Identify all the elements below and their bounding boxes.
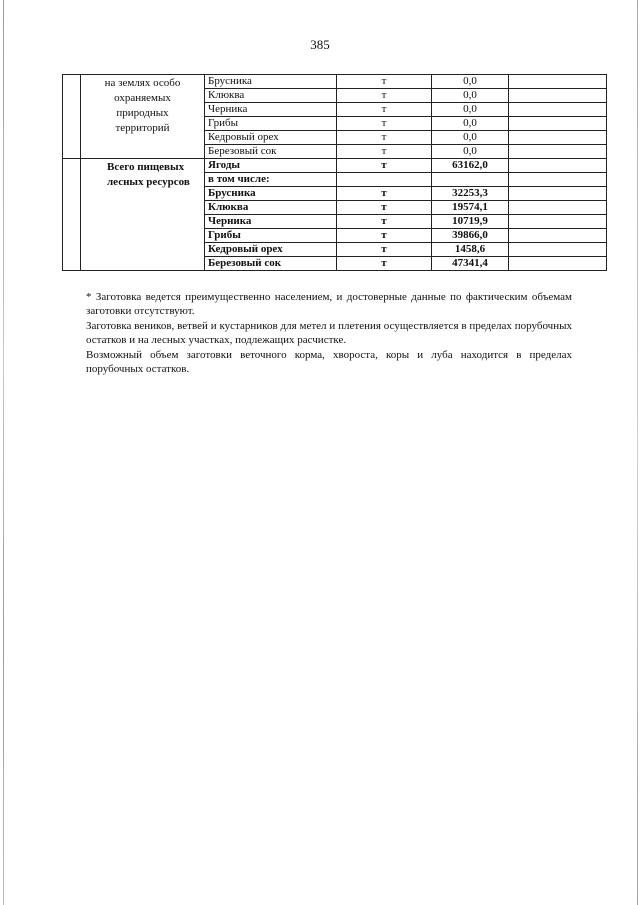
- resource-cell: Грибы: [205, 117, 337, 131]
- resource-cell: Березовый сок: [205, 257, 337, 271]
- category-line: природных: [116, 107, 169, 119]
- resources-table: [62, 74, 607, 271]
- footnotes: [86, 291, 572, 378]
- unit-cell: т: [337, 117, 432, 131]
- unit-cell: т: [337, 187, 432, 201]
- resource-cell: Клюква: [205, 89, 337, 103]
- resource-cell: Черника: [205, 103, 337, 117]
- value-cell: 32253,3: [432, 187, 509, 201]
- category-line: на землях особо: [104, 77, 181, 89]
- index-cell: [63, 75, 81, 159]
- unit-cell: т: [337, 215, 432, 229]
- value-cell: 47341,4: [432, 257, 509, 271]
- empty-cell: [509, 145, 607, 159]
- resource-cell: Кедровый орех: [205, 131, 337, 145]
- footnote-paragraph: Возможный объем заготовки веточного корма, хвороста, коры и луба находится в пределах порубочных остатков.: [86, 349, 572, 375]
- resource-cell: Грибы: [205, 229, 337, 243]
- unit-cell: т: [337, 243, 432, 257]
- table-row: [63, 75, 607, 89]
- unit-cell: т: [337, 89, 432, 103]
- value-cell: 1458,6: [432, 243, 509, 257]
- unit-cell: т: [337, 229, 432, 243]
- resource-cell: Березовый сок: [205, 145, 337, 159]
- value-cell: 0,0: [432, 145, 509, 159]
- category-line: лесных ресурсов: [107, 176, 190, 188]
- value-cell: 0,0: [432, 103, 509, 117]
- value-cell: 63162,0: [432, 159, 509, 173]
- value-cell: 0,0: [432, 131, 509, 145]
- value-cell: 39866,0: [432, 229, 509, 243]
- value-cell: 0,0: [432, 117, 509, 131]
- empty-cell: [509, 117, 607, 131]
- value-cell: 10719,9: [432, 215, 509, 229]
- resource-cell: Кедровый орех: [205, 243, 337, 257]
- empty-cell: [509, 229, 607, 243]
- unit-cell: т: [337, 103, 432, 117]
- footnote-paragraph: * Заготовка ведется преимущественно населением, и достоверные данные по фактическим объемам заготовки отсутствуют.: [86, 291, 572, 317]
- empty-cell: [509, 187, 607, 201]
- empty-cell: [509, 173, 607, 187]
- unit-cell: т: [337, 159, 432, 173]
- empty-cell: [509, 131, 607, 145]
- value-cell: 0,0: [432, 75, 509, 89]
- category-line: территорий: [115, 122, 170, 134]
- empty-cell: [509, 257, 607, 271]
- value-cell: 0,0: [432, 89, 509, 103]
- footnote-paragraph: Заготовка веников, ветвей и кустарников для метел и плетения осуществляется в пределах порубочных остатков и на лесных участках, подлежащих расчистке.: [86, 320, 572, 346]
- category-cell-protected: [81, 75, 205, 159]
- resource-cell: Клюква: [205, 201, 337, 215]
- empty-cell: [509, 215, 607, 229]
- value-cell: [432, 173, 509, 187]
- empty-cell: [509, 201, 607, 215]
- resource-cell: Ягоды: [205, 159, 337, 173]
- unit-cell: т: [337, 75, 432, 89]
- category-line: Всего пищевых: [107, 161, 185, 173]
- unit-cell: т: [337, 145, 432, 159]
- empty-cell: [509, 243, 607, 257]
- unit-cell: т: [337, 201, 432, 215]
- resource-cell: Черника: [205, 215, 337, 229]
- page-number: 385: [310, 37, 330, 52]
- unit-cell: [337, 173, 432, 187]
- table-row: [63, 159, 607, 173]
- category-cell-total: [81, 159, 205, 271]
- resource-cell: Брусника: [205, 187, 337, 201]
- empty-cell: [509, 159, 607, 173]
- resource-cell: в том числе:: [205, 173, 337, 187]
- unit-cell: т: [337, 131, 432, 145]
- category-line: охраняемых: [114, 92, 171, 104]
- empty-cell: [509, 103, 607, 117]
- empty-cell: [509, 89, 607, 103]
- value-cell: 19574,1: [432, 201, 509, 215]
- resource-cell: Брусника: [205, 75, 337, 89]
- index-cell: [63, 159, 81, 271]
- scan-edge-right: [637, 0, 638, 905]
- unit-cell: т: [337, 257, 432, 271]
- scan-edge-left: [3, 0, 4, 905]
- empty-cell: [509, 75, 607, 89]
